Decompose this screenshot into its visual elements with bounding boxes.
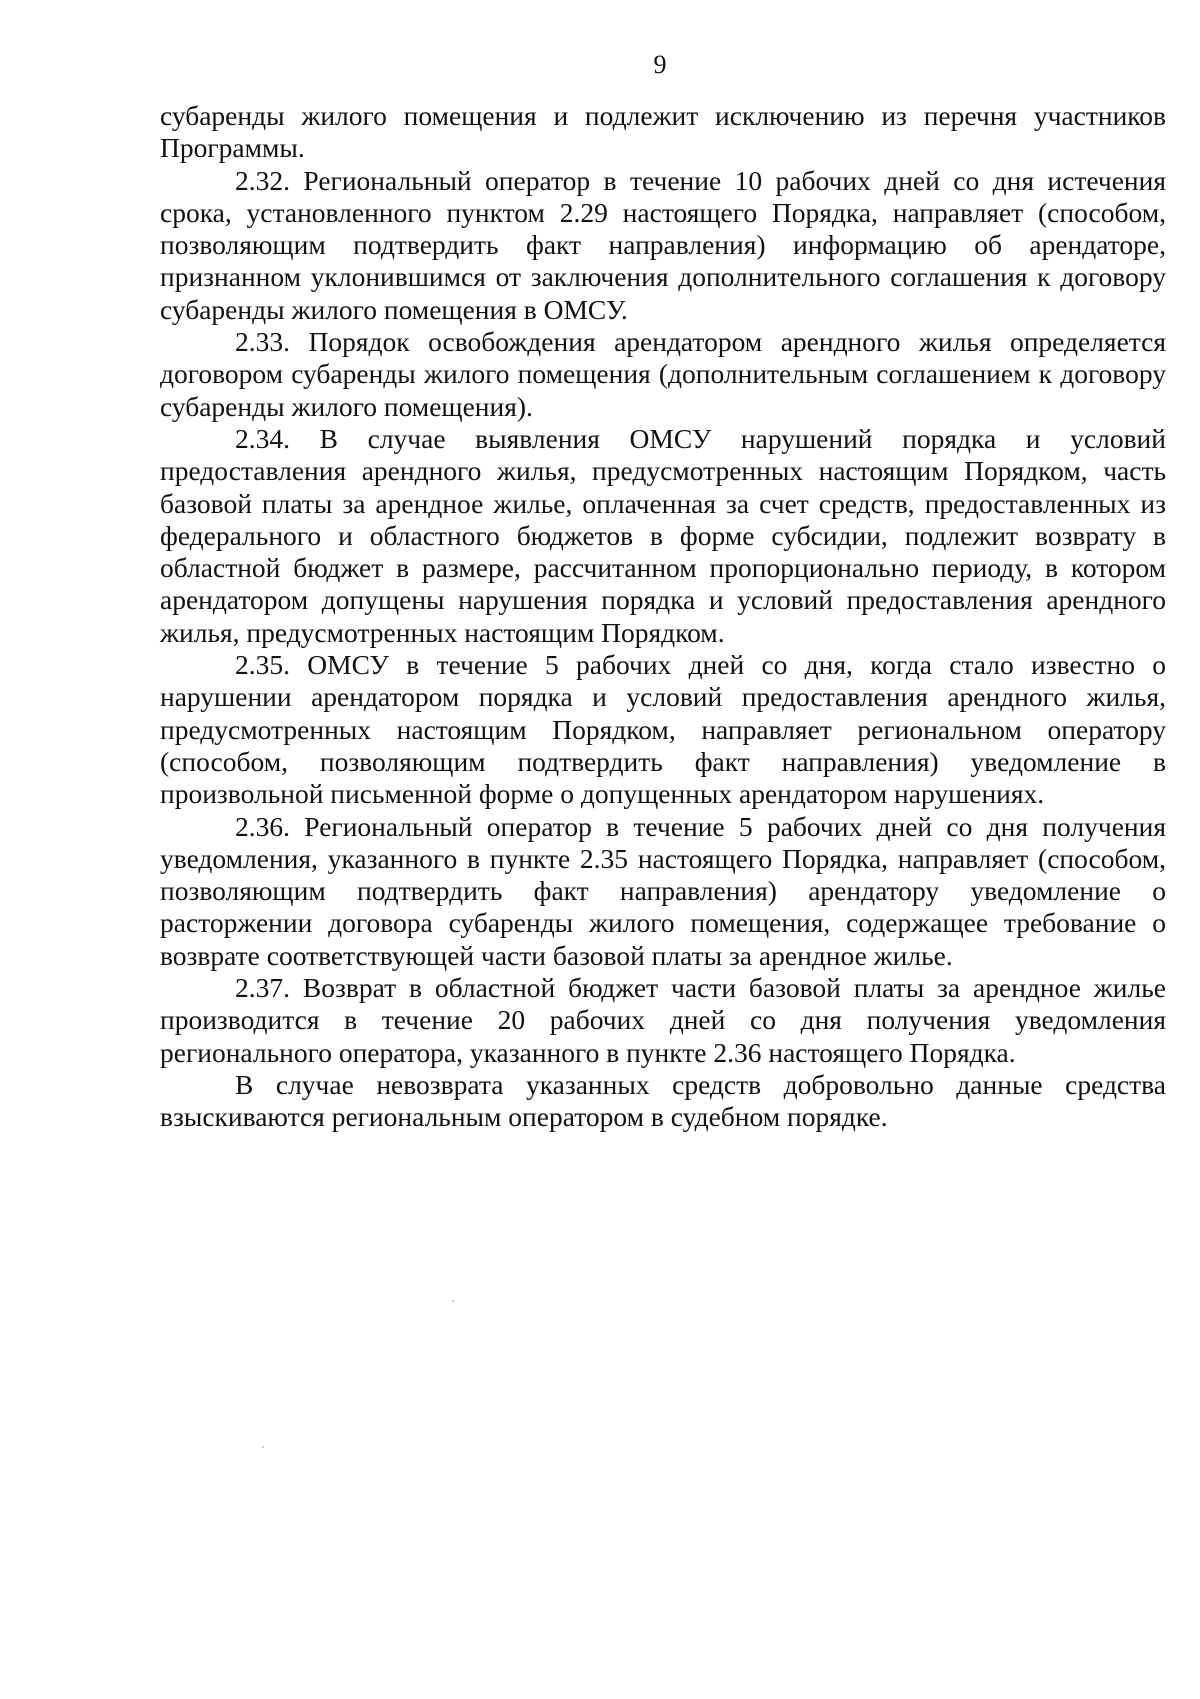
- scan-speck: [262, 1446, 264, 1448]
- paragraph-2-35: 2.35. ОМСУ в течение 5 рабочих дней со дня, когда стало известно о нарушении арендатором порядка и условий предоставления арендного жилья, предусмотренных настоящим Порядком, направляет региональном оператору (способом, позволяющим подтвердить факт направления) уведомление в произвольной письменной форме о допущенных арендатором нарушениях.: [160, 649, 1166, 810]
- scan-speck: [452, 1300, 454, 1302]
- paragraph-2-32: 2.32. Региональный оператор в течение 10 рабочих дней со дня истечения срока, установленного пунктом 2.29 настоящего Порядка, направляет (способом, позволяющим подтвердить факт направления) информацию об арендаторе, признанном уклонившимся от заключения дополнительного соглашения к договору субаренды жилого помещения в ОМСУ.: [160, 164, 1166, 325]
- paragraph-2-36: 2.36. Региональный оператор в течение 5 рабочих дней со дня получения уведомления, указанного в пункте 2.35 настоящего Порядка, направляет (способом, позволяющим подтвердить факт направления) арендатору уведомление о расторжении договора субаренды жилого помещения, содержащее требование о возврате соответствующей части базовой платы за арендное жилье.: [160, 810, 1166, 971]
- paragraph-2-34: 2.34. В случае выявления ОМСУ нарушений порядка и условий предоставления арендного жилья, предусмотренных настоящим Порядком, часть базовой платы за арендное жилье, оплаченная за счет средств, предоставленных из федерального и областного бюджетов в форме субсидии, подлежит возврату в областной бюджет в размере, рассчитанном пропорционально периоду, в котором арендатором допущены нарушения порядка и условий предоставления арендного жилья, предусмотренных настоящим Порядком.: [160, 422, 1166, 648]
- paragraph-2-37: 2.37. Возврат в областной бюджет части базовой платы за арендное жилье производится в течение 20 рабочих дней со дня получения уведомления регионального оператора, указанного в пункте 2.36 настоящего Порядка.: [160, 972, 1166, 1068]
- paragraph-continuation: субаренды жилого помещения и подлежит исключению из перечня участников Программы.: [160, 100, 1166, 164]
- paragraph-2-33: 2.33. Порядок освобождения арендатором арендного жилья определяется договором субаренды жилого помещения (дополнительным соглашением к договору субаренды жилого помещения).: [160, 326, 1166, 422]
- page-number: 9: [653, 50, 667, 79]
- paragraph-closing: В случае невозврата указанных средств добровольно данные средства взыскиваются региональным оператором в судебном порядке.: [160, 1068, 1166, 1133]
- document-body: [160, 100, 1166, 1134]
